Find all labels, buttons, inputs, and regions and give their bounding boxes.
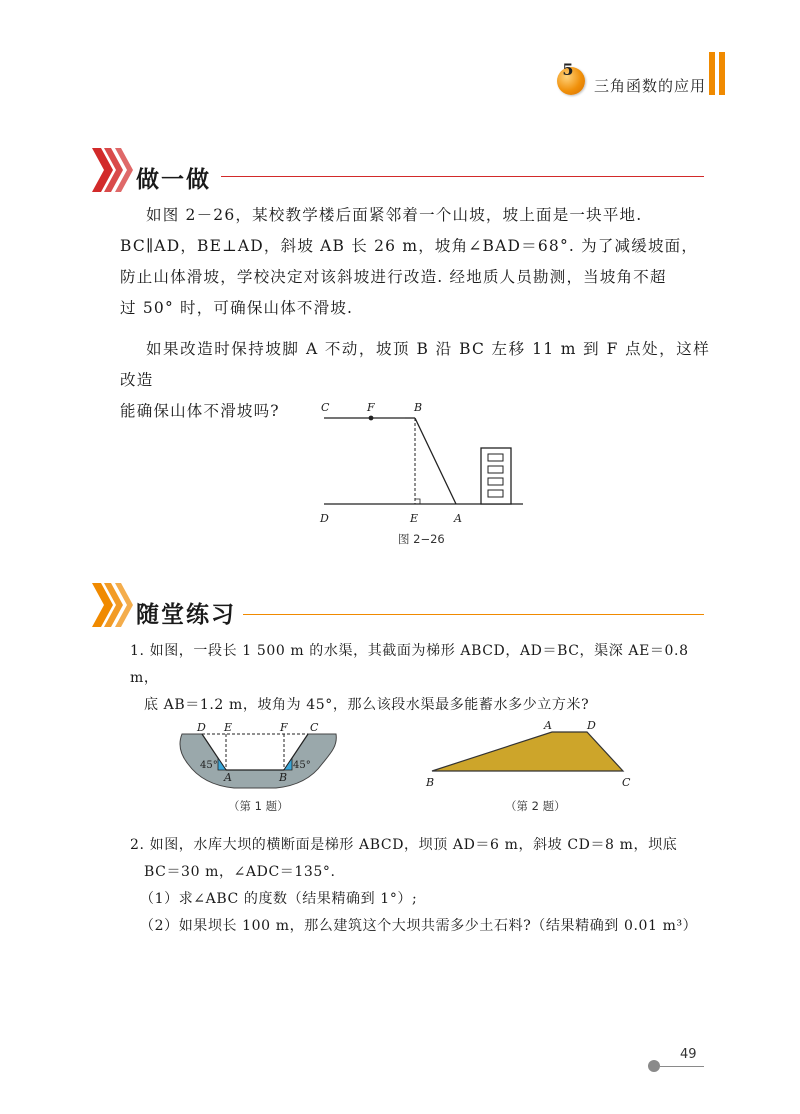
angle-label: 45° [293, 760, 311, 771]
label-c: C [310, 721, 319, 734]
question-1 [130, 638, 710, 719]
heading-rule [243, 614, 704, 615]
label-b: B [414, 401, 423, 414]
problem-paragraph [120, 200, 710, 427]
page-rule [660, 1066, 704, 1067]
label-f: F [280, 721, 288, 734]
label-a: A [454, 512, 462, 525]
section-title: 三角函数的应用 [594, 77, 707, 95]
chevron-icon [92, 583, 138, 627]
text-line: BC∥AD，BE⊥AD，斜坡 AB 长 26 m，坡角∠BAD＝68°. 为了减缓坡面， [120, 237, 699, 255]
figure-caption: （第 2 题） [505, 799, 566, 813]
canal-figure [176, 720, 346, 800]
text-line: （1）求∠ABC 的度数（结果精确到 1°）; [140, 891, 418, 907]
text-line: 1. 如图，一段长 1 500 m 的水渠，其截面为梯形 ABCD，AD＝BC，渠深 AE＝0.8 m， [130, 643, 689, 686]
label-d: D [587, 719, 596, 732]
label-e: E [410, 512, 419, 525]
figure-caption: 图 2−26 [398, 532, 445, 546]
text-line: 防止山体滑坡，学校决定对该斜坡进行改造. 经地质人员勘测，当坡角不超 [120, 268, 667, 286]
point-f [369, 416, 374, 421]
page-dot-icon [648, 1060, 660, 1072]
dam-figure [422, 715, 642, 795]
building-icon [481, 448, 511, 504]
label-e: E [224, 721, 233, 734]
section-heading: 做一做 [136, 167, 211, 193]
page-number: 49 [680, 1047, 697, 1062]
question-2 [130, 832, 710, 940]
text-line: 底 AB＝1.2 m，坡角为 45°，那么该段水渠最多能蓄水多少立方米? [144, 697, 590, 713]
text-line: 过 50° 时，可确保山体不滑坡. [120, 299, 354, 317]
header-bar-icon [719, 52, 725, 95]
text-line: （2）如果坝长 100 m，那么建筑这个大坝共需多少土石料?（结果精确到 0.01 m³） [140, 918, 698, 934]
header-bar-icon [709, 52, 715, 95]
text-line: 2. 如图，水库大坝的横断面是梯形 ABCD，坝顶 AD＝6 m，斜坡 CD＝8 m，坝底 [130, 837, 678, 853]
figure-caption: （第 1 题） [228, 799, 289, 813]
label-a: A [544, 719, 552, 732]
section-number: 5 [562, 60, 574, 79]
slope-figure [310, 395, 540, 535]
text-line: BC＝30 m，∠ADC＝135°. [144, 864, 336, 880]
chevron-icon [92, 148, 138, 192]
label-d: D [320, 512, 329, 525]
heading-rule [221, 176, 704, 177]
angle-label: 45° [200, 760, 218, 771]
label-b: B [426, 776, 435, 789]
label-b: B [279, 771, 288, 784]
label-c: C [321, 401, 330, 414]
label-f: F [367, 401, 375, 414]
text-line: 如图 2－26，某校教学楼后面紧邻着一个山坡，坡上面是一块平地. [146, 206, 643, 224]
label-c: C [622, 776, 631, 789]
label-a: A [224, 771, 232, 784]
text-line: 能确保山体不滑坡吗? [120, 402, 280, 420]
section-heading: 随堂练习 [136, 602, 236, 628]
label-d: D [197, 721, 206, 734]
text-line: 如果改造时保持坡脚 A 不动，坡顶 B 沿 BC 左移 11 m 到 F 点处，这样改造 [120, 340, 710, 389]
